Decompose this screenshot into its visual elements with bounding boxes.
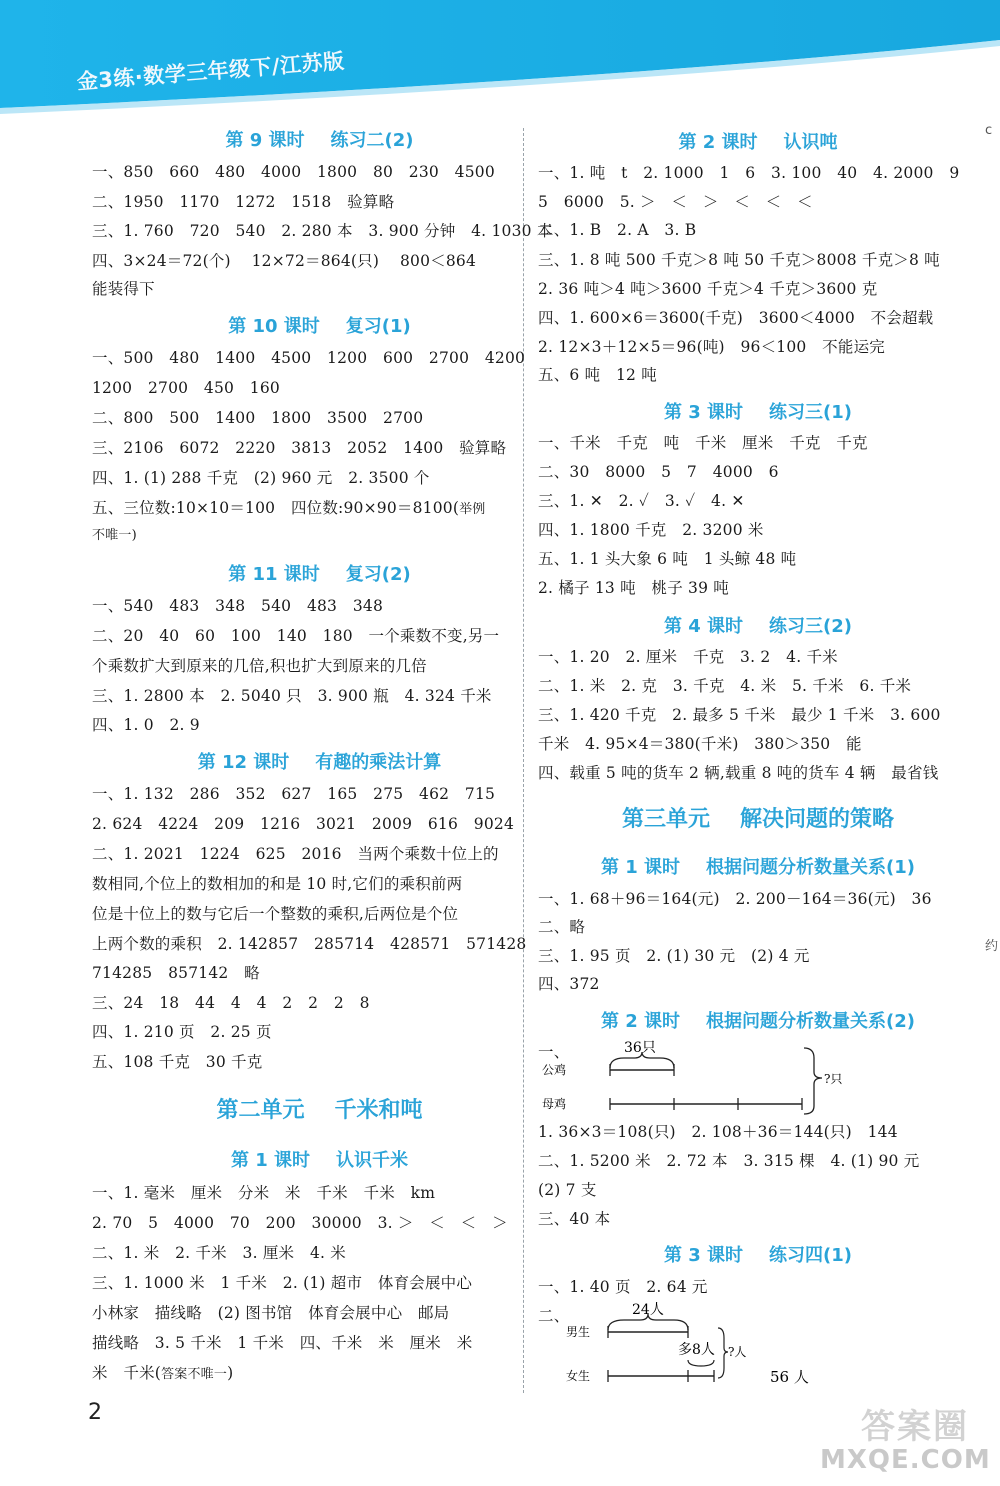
answer-line: 三、1. ✕ 2. ✓ 3. ✓ 4. ✕ (538, 492, 745, 510)
answer-line (92, 498, 486, 520)
rooster-count-label: 36只 (624, 1040, 656, 1056)
watermark-url: MXQE.COM (820, 1445, 991, 1475)
lesson-number: 第 1 课时 (230, 1150, 311, 1171)
answer-line: 五、6 吨 12 吨 (538, 366, 657, 384)
boys-brace (608, 1314, 688, 1330)
lesson-number: 第 4 课时 (663, 616, 744, 637)
answer-line: 四、1. (1) 288 千克 (2) 960 元 2. 3500 个 (92, 469, 430, 487)
lesson-heading (538, 1241, 978, 1267)
answer-line: 数相同,个位上的数相加的和是 10 时,它们的乘积前两 (92, 875, 463, 893)
answer-line: 二、20 40 60 100 140 180 一个乘数不变,另一 (92, 627, 500, 645)
answer-value: 56 人 (770, 1368, 809, 1386)
answer-line: 三、1. 760 720 540 2. 280 本 3. 900 分钟 4. 1030 本 (92, 222, 553, 240)
difference-brace (688, 1360, 714, 1366)
answer-line: 一、1. 40 页 2. 64 元 (538, 1278, 708, 1296)
answer-line: 一、1. 毫米 厘米 分米 米 千米 千米 km (92, 1184, 436, 1202)
answer-line: 一、1. 吨 t 2. 1000 1 6 3. 100 40 4. 2000 9 (538, 164, 960, 182)
unit-title: 千米和吨 (334, 1098, 423, 1123)
total-brace (718, 1328, 728, 1378)
edge-mark: 约 (985, 939, 999, 954)
answer-line: 714285 857142 略 (92, 964, 260, 982)
lesson-heading (538, 853, 978, 879)
edge-mark: c (985, 123, 993, 138)
lesson-heading (538, 128, 978, 154)
lesson-title: 根据问题分析数量关系(1) (706, 857, 916, 878)
total-brace (804, 1048, 822, 1114)
page-number: 2 (88, 1400, 102, 1425)
answer-line: 二、1. 2021 1224 625 2016 当两个乘数十位上的 (92, 845, 499, 863)
answer-line: 一、540 483 348 540 483 348 (92, 597, 384, 615)
watermark-logo: 答案圈 (861, 1407, 969, 1447)
answer-line: 四、3×24＝72(个) 12×72＝864(只) 800＜864 (92, 252, 477, 270)
answer-line: 个乘数扩大到原来的几倍,积也扩大到原来的几倍 (92, 657, 427, 675)
lesson-number: 第 10 课时 (228, 316, 320, 337)
lesson-heading (538, 612, 978, 638)
lesson-title: 练习四(1) (769, 1245, 853, 1266)
lesson-title: 复习(1) (345, 316, 411, 337)
answer-line: 二、1. B 2. A 3. B (538, 221, 697, 239)
answer-line: 三、24 18 44 4 4 2 2 2 8 (92, 994, 370, 1012)
lesson-number: 第 11 课时 (228, 564, 320, 585)
answer-line: 描线略 3. 5 千米 1 千米 四、千米 米 厘米 米 (92, 1334, 473, 1352)
answer-line: 上两个数的乘积 2. 142857 285714 428571 571428 (92, 935, 527, 953)
answer-line: 一、850 660 480 4000 1800 80 230 4500 (92, 163, 495, 181)
answer-line: 小林家 描线略 (2) 图书馆 体育会展中心 邮局 (92, 1304, 450, 1322)
answer-note: 举例 (459, 502, 486, 517)
total-question: ?人 (728, 1345, 747, 1359)
rooster-brace (610, 1052, 674, 1068)
answer-line: 2. 70 5 4000 70 200 30000 3. ＞ ＜ ＜ ＞ (92, 1214, 508, 1232)
answer-line: 一、1. 20 2. 厘米 千克 3. 2 4. 千米 (538, 648, 838, 666)
answer-line: 三、1. 1000 米 1 千米 2. (1) 超市 体育会展中心 (92, 1274, 473, 1292)
answer-line: 三、1. 95 页 2. (1) 30 元 (2) 4 元 (538, 947, 810, 965)
answer-line: 四、1. 1800 千克 2. 3200 米 (538, 521, 764, 539)
answer-line: 三、1. 8 吨 500 千克＞8 吨 50 千克＞8008 千克＞8 吨 (538, 251, 940, 269)
answer-line: 四、1. 600×6＝3600(千克) 3600＜4000 不会超载 (538, 309, 934, 327)
lesson-number: 第 9 课时 (225, 130, 305, 151)
students-line-diagram (538, 1300, 838, 1390)
answer-line: 一、1. 132 286 352 627 165 275 462 715 (92, 785, 496, 803)
lesson-number: 第 1 课时 (600, 857, 681, 878)
more-label: 多8人 (678, 1342, 715, 1358)
answer-line: 三、40 本 (538, 1210, 611, 1228)
answer-line: 二、800 500 1400 1800 3500 2700 (92, 409, 424, 427)
answer-text: 五、三位数:10×10＝100 四位数:90×90＝8100( (92, 499, 460, 517)
answer-text: ) (227, 1364, 234, 1382)
answer-line: 位是十位上的数与它后一个整数的乘积,后两位是个位 (92, 905, 459, 923)
answer-line: 一、 (538, 1043, 570, 1061)
answer-line: 五、1. 1 头大象 6 吨 1 头鲸 48 吨 (538, 550, 797, 568)
lesson-title: 认识千米 (336, 1150, 409, 1171)
answer-line: 三、1. 2800 本 2. 5040 只 3. 900 瓶 4. 324 千米 (92, 687, 492, 705)
lesson-title: 复习(2) (345, 564, 411, 585)
answer-line: 千米 4. 95×4＝380(千米) 380＞350 能 (538, 735, 862, 753)
answer-line: 1. 36×3＝108(只) 2. 108＋36＝144(只) 144 (538, 1123, 898, 1141)
unit-heading (92, 1093, 547, 1124)
unit-number: 第三单元 (621, 807, 710, 832)
answer-text: 米 千米( (92, 1364, 162, 1382)
lesson-number: 第 2 课时 (678, 132, 758, 153)
lesson-title: 有趣的乘法计算 (315, 752, 442, 773)
lesson-heading (92, 126, 547, 152)
chicken-line-diagram (538, 1038, 858, 1118)
answer-line: 二、 (538, 1307, 570, 1325)
boys-count-label: 24人 (632, 1302, 664, 1318)
answer-line: 1200 2700 450 160 (92, 379, 280, 397)
answer-line: 二、1. 米 2. 克 3. 千克 4. 米 5. 千米 6. 千米 (538, 677, 912, 695)
boys-label: 男生 (566, 1325, 591, 1339)
answer-line (92, 1363, 233, 1385)
lesson-number: 第 3 课时 (663, 402, 744, 423)
hen-label: 母鸡 (542, 1097, 567, 1111)
unit-number: 第二单元 (216, 1098, 305, 1123)
answer-line: 一、500 480 1400 4500 1200 600 2700 4200 (92, 349, 526, 367)
lesson-heading (92, 560, 547, 586)
answer-line: 二、略 (538, 918, 586, 936)
lesson-heading (538, 398, 978, 424)
girls-label: 女生 (566, 1369, 591, 1383)
answer-line: 不唯一) (92, 528, 137, 543)
lesson-heading (92, 748, 547, 774)
lesson-heading (92, 312, 547, 338)
lesson-heading (92, 1146, 547, 1172)
answer-line: 五、108 千克 30 千克 (92, 1053, 263, 1071)
lesson-number: 第 12 课时 (197, 752, 290, 773)
answer-line: 二、1. 5200 米 2. 72 本 3. 315 棵 4. (1) 90 元 (538, 1152, 920, 1170)
rooster-label: 公鸡 (542, 1063, 567, 1077)
answer-line: 2. 36 吨＞4 吨＞3600 千克＞4 千克＞3600 克 (538, 280, 878, 298)
lesson-title: 根据问题分析数量关系(2) (706, 1011, 916, 1032)
total-question: ?只 (824, 1072, 843, 1086)
lesson-heading (538, 1007, 978, 1033)
answer-line: 四、1. 0 2. 9 (92, 716, 200, 734)
book-title: 金3练·数学三年级下/江苏版 (75, 49, 346, 95)
lesson-title: 练习二(2) (330, 130, 414, 151)
answer-line: 四、372 (538, 975, 600, 993)
lesson-title: 认识吨 (783, 132, 838, 153)
answer-note: 答案不唯一 (161, 1367, 228, 1382)
answer-line: 二、30 8000 5 7 4000 6 (538, 463, 779, 481)
answer-line: 5 6000 5. ＞ ＜ ＞ ＜ ＜ ＜ (538, 193, 813, 211)
unit-heading (538, 802, 978, 833)
lesson-number: 第 2 课时 (600, 1011, 681, 1032)
answer-line: 2. 624 4224 209 1216 3021 2009 616 9024 (92, 815, 515, 833)
lesson-number: 第 3 课时 (663, 1245, 744, 1266)
answer-line: 能装得下 (92, 280, 155, 298)
unit-title: 解决问题的策略 (740, 807, 895, 832)
answer-line: 二、1. 米 2. 千米 3. 厘米 4. 米 (92, 1244, 346, 1262)
answer-line: 三、1. 420 千克 2. 最多 5 千米 最少 1 千米 3. 600 (538, 706, 941, 724)
answer-line: 一、1. 68＋96＝164(元) 2. 200－164＝36(元) 36 (538, 890, 932, 908)
site-watermark (820, 1395, 990, 1480)
answer-line: 2. 12×3＋12×5＝96(吨) 96＜100 不能运完 (538, 338, 885, 356)
answer-line: 四、1. 210 页 2. 25 页 (92, 1023, 272, 1041)
answer-line: 一、千米 千克 吨 千米 厘米 千克 千克 (538, 434, 868, 452)
answer-line: 三、2106 6072 2220 3813 2052 1400 验算略 (92, 439, 507, 457)
answer-line: 四、载重 5 吨的货车 2 辆,载重 8 吨的货车 4 辆 最省钱 (538, 764, 939, 782)
lesson-title: 练习三(1) (769, 402, 853, 423)
answer-line: 2. 橘子 13 吨 桃子 39 吨 (538, 579, 729, 597)
answer-line: (2) 7 支 (538, 1181, 597, 1199)
lesson-title: 练习三(2) (769, 616, 853, 637)
answer-line: 二、1950 1170 1272 1518 验算略 (92, 193, 395, 211)
